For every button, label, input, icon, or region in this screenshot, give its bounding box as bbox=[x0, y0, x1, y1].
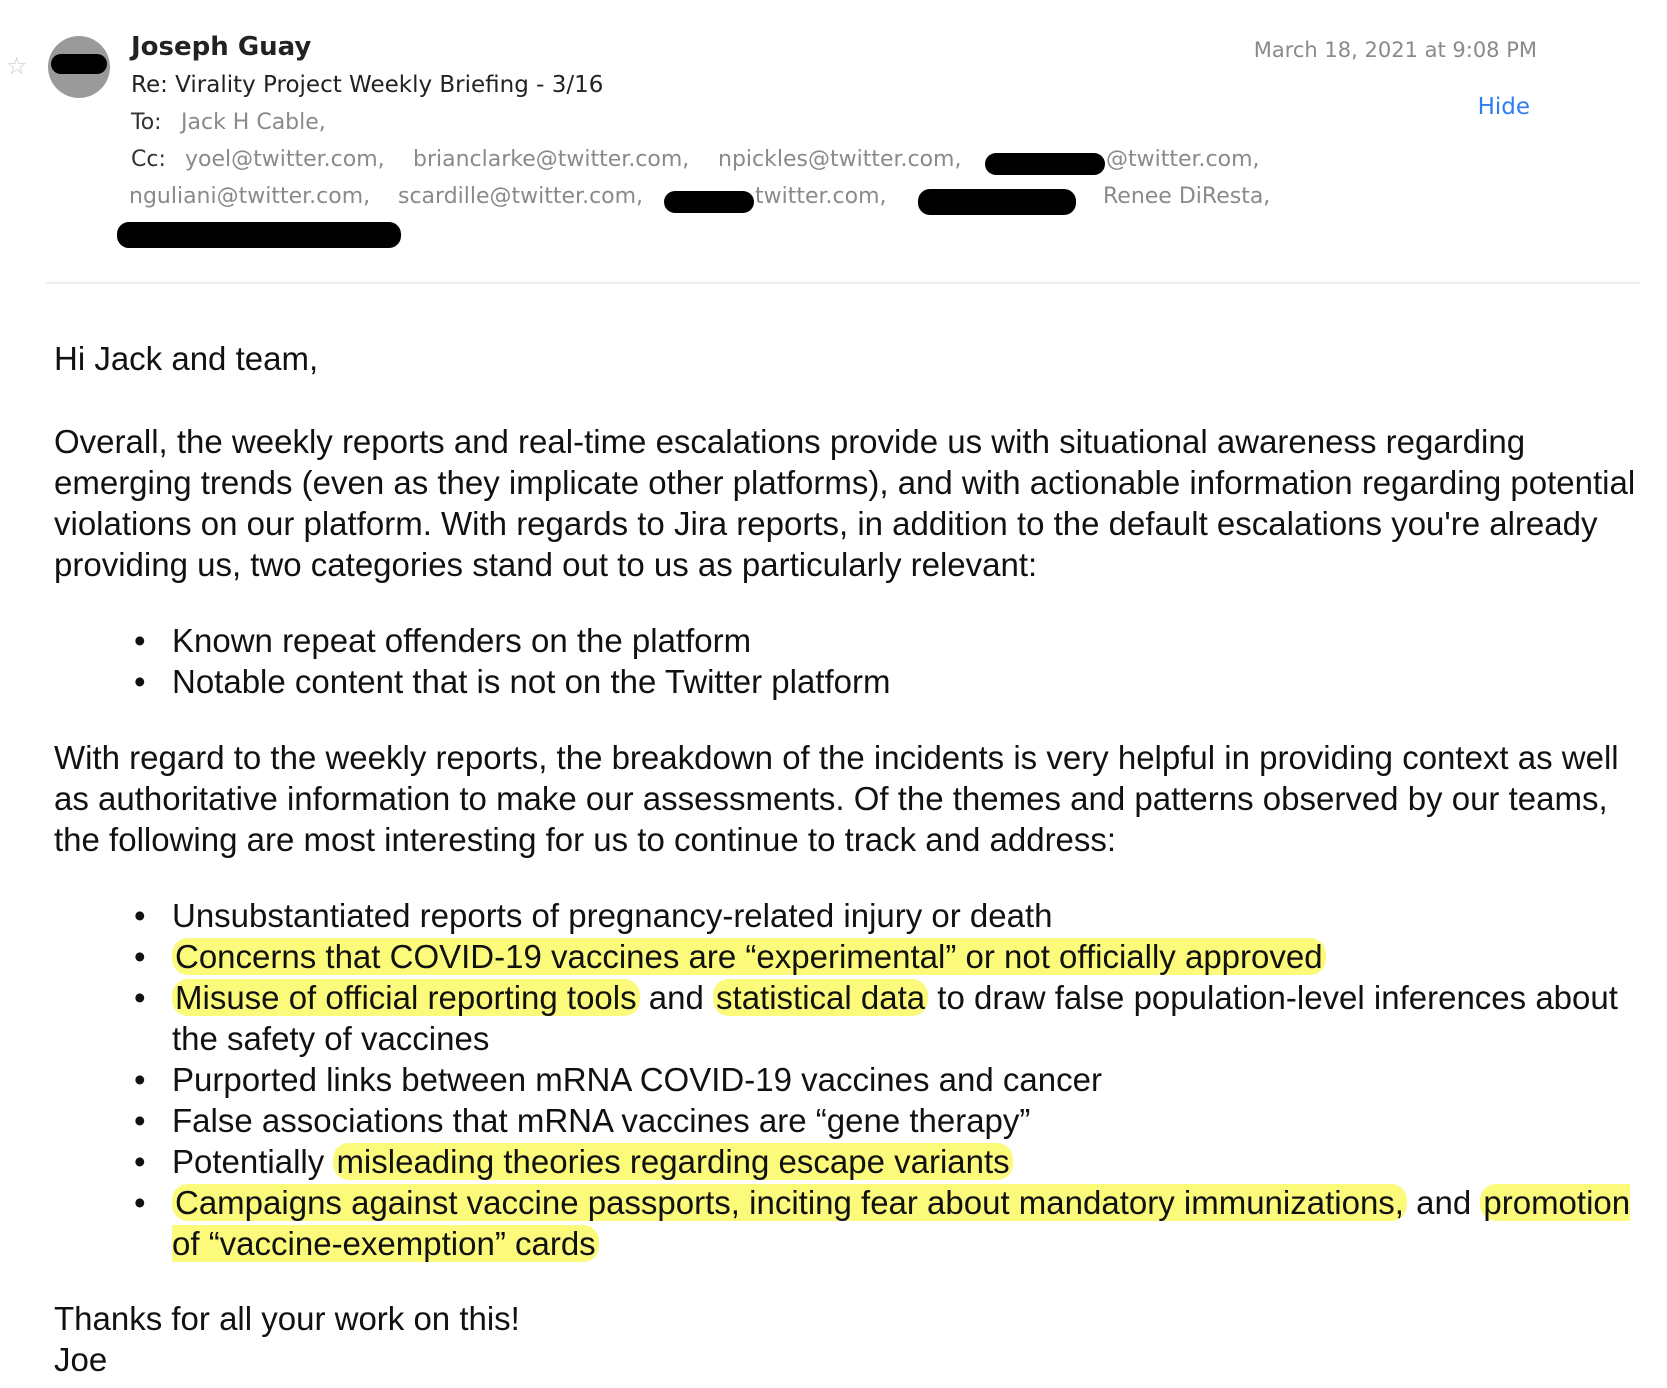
list-item-text: False associations that mRNA vaccines are “gene therapy” bbox=[172, 1102, 1031, 1139]
redaction-bar bbox=[985, 153, 1105, 175]
list-item bbox=[54, 1059, 1654, 1100]
signature: Joe bbox=[54, 1341, 108, 1378]
redaction-bar bbox=[117, 222, 401, 248]
cc-recipient[interactable]: twitter.com, bbox=[755, 184, 887, 209]
highlighted-text: Campaigns against vaccine passports, inciting fear about mandatory immunizations, bbox=[172, 1184, 1407, 1221]
greeting: Hi Jack and team, bbox=[54, 340, 319, 377]
body-paragraph-1: Overall, the weekly reports and real-time escalations provide us with situational awareness regarding emerging trends (even as they implicate other platforms), and with actionable information regarding potential violations on our platform. With regards to Jira reports, in addition to the default escalations you're already providing us, two categories stand out to us as particularly relevant: bbox=[54, 423, 1636, 583]
cc-recipient[interactable]: brianclarke@twitter.com, bbox=[413, 147, 690, 172]
to-recipient[interactable]: Jack H Cable, bbox=[181, 110, 326, 135]
cc-recipient[interactable]: nguliani@twitter.com, bbox=[129, 184, 371, 209]
redaction-bar bbox=[664, 191, 754, 213]
sender-name: Joseph Guay bbox=[131, 32, 312, 62]
list-item bbox=[54, 895, 1654, 936]
list-item-text: Purported links between mRNA COVID-19 vaccines and cancer bbox=[172, 1061, 1102, 1098]
list-item bbox=[54, 1141, 1654, 1182]
redaction-bar bbox=[918, 189, 1076, 215]
star-icon[interactable]: ☆ bbox=[6, 52, 28, 80]
list-item: • Known repeat offenders on the platform bbox=[54, 620, 1654, 661]
list-item-text: and bbox=[639, 979, 714, 1016]
hide-details-link[interactable]: Hide bbox=[1477, 94, 1530, 120]
email-date: March 18, 2021 at 9:08 PM bbox=[1253, 38, 1537, 62]
body-paragraph-2: With regard to the weekly reports, the breakdown of the incidents is very helpful in providing context as well as authoritative information to make our assessments. Of the themes and patterns observed by our teams, the following are most interesting for us to continue to track and address: bbox=[54, 739, 1619, 858]
themes-list bbox=[54, 895, 1654, 1264]
cc-recipient[interactable]: npickles@twitter.com, bbox=[718, 147, 962, 172]
highlighted-text: misleading theories regarding escape variants bbox=[333, 1143, 1012, 1180]
to-label: To: bbox=[131, 110, 162, 135]
list-item bbox=[54, 977, 1654, 1059]
highlighted-text: statistical data bbox=[713, 979, 928, 1016]
list-item bbox=[54, 936, 1654, 977]
relevant-categories-list bbox=[54, 620, 1654, 702]
cc-recipient[interactable]: @twitter.com, bbox=[1106, 147, 1260, 172]
highlighted-text: promotion of “vaccine-exemption” cards bbox=[172, 1184, 1631, 1262]
header-divider bbox=[46, 282, 1640, 284]
cc-label: Cc: bbox=[131, 147, 166, 172]
avatar bbox=[48, 36, 110, 98]
highlighted-text: Concerns that COVID-19 vaccines are “experimental” or not officially approved bbox=[172, 938, 1326, 975]
list-item-text: Unsubstantiated reports of pregnancy-related injury or death bbox=[172, 897, 1053, 934]
list-item: • Notable content that is not on the Twitter platform bbox=[54, 661, 1654, 702]
list-item-text: Potentially bbox=[172, 1143, 334, 1180]
redaction-bar bbox=[51, 54, 107, 74]
list-item-text: and bbox=[1406, 1184, 1481, 1221]
list-item bbox=[54, 1182, 1654, 1264]
cc-recipient[interactable]: yoel@twitter.com, bbox=[185, 147, 385, 172]
highlighted-text: Misuse of official reporting tools bbox=[172, 979, 640, 1016]
list-item bbox=[54, 1100, 1654, 1141]
cc-recipient[interactable]: Renee DiResta, bbox=[1103, 184, 1271, 209]
email-subject: Re: Virality Project Weekly Briefing - 3/16 bbox=[131, 72, 604, 98]
list-item-text: to draw false population-level inferences about the safety of vaccines bbox=[172, 979, 1618, 1057]
closing-line: Thanks for all your work on this! bbox=[54, 1300, 520, 1337]
cc-recipient[interactable]: scardille@twitter.com, bbox=[398, 184, 644, 209]
